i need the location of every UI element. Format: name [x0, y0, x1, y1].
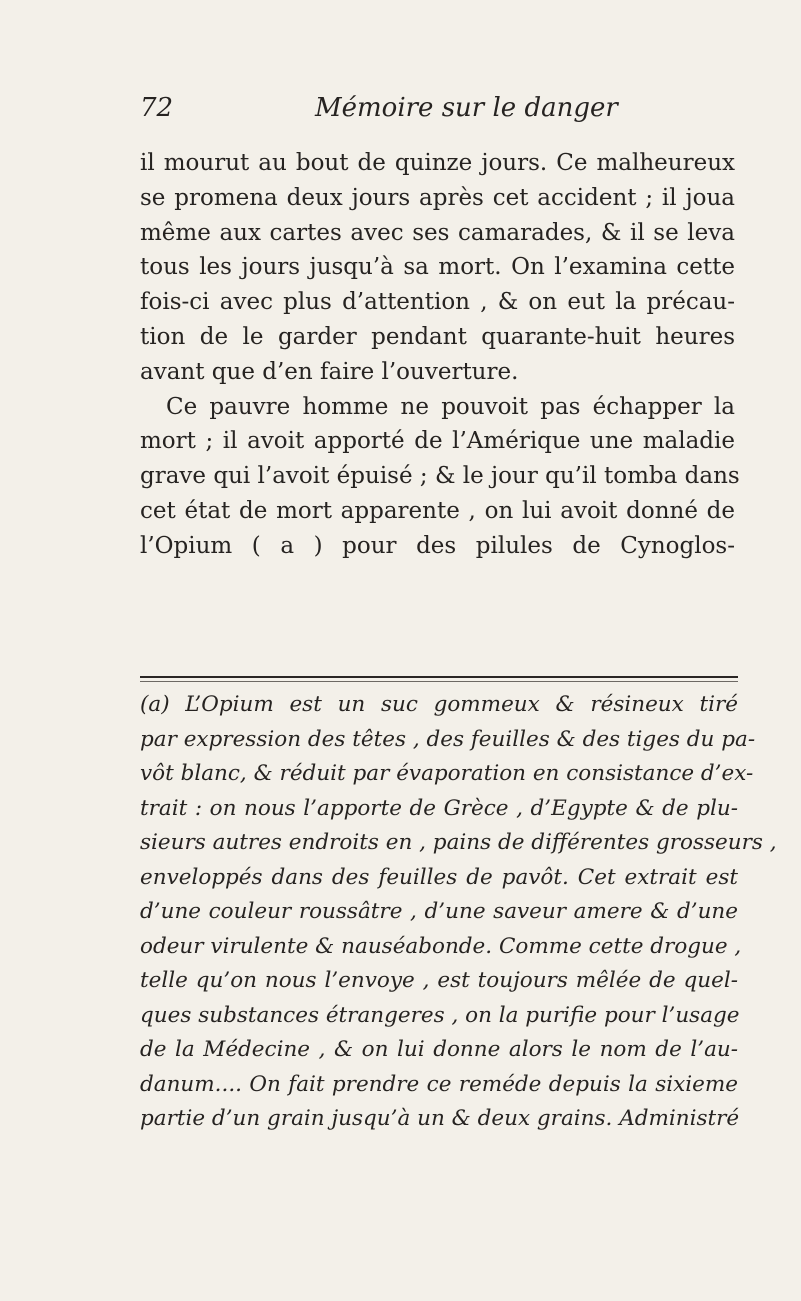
text-line: se promena deux jours après cet accident ; il joua: [140, 184, 735, 211]
footnote-line: par expression des têtes , des feuilles & des tiges du pa-: [140, 726, 756, 752]
footnote-line: odeur virulente & nauséabonde. Comme cette drogue ,: [140, 933, 742, 959]
text-line: fois-ci avec plus d’attention , & on eut la précau-: [140, 289, 735, 316]
text-line: avant que d’en faire l’ouverture.: [140, 358, 519, 385]
page-number: 72: [140, 93, 174, 123]
text-line: tous les jours jusqu’à sa mort. On l’examina cette: [140, 254, 735, 281]
footnote-line: partie d’un grain jusqu’à un & deux grains. Administré: [140, 1106, 740, 1131]
text-line: cet état de mort apparente , on lui avoit donné de: [140, 497, 735, 524]
text-line: même aux cartes avec ses camarades, & il se leva: [140, 219, 735, 246]
text-line: il mourut au bout de quinze jours. Ce malheureux: [140, 150, 735, 176]
text-line: grave qui l’avoit épuisé ; & le jour qu’il tomba dans: [140, 463, 740, 490]
page-header: [140, 93, 700, 133]
footnote-line: trait : on nous l’apporte de Grèce , d’Egypte & de plu-: [140, 795, 738, 821]
main-text: [140, 146, 740, 564]
text-line: Ce pauvre homme ne pouvoit pas échapper la: [166, 393, 735, 420]
footnote-line: danum.... On fait prendre ce reméde depuis la sixieme: [140, 1071, 738, 1097]
footnote-line: ques substances étrangeres , on la purifie pour l’usage: [140, 1002, 740, 1028]
footnote-rule: [140, 676, 738, 678]
text-line: tion de le garder pendant quarante-huit heures: [140, 323, 735, 350]
running-title: Mémoire sur le danger: [315, 93, 618, 123]
footnote-line: telle qu’on nous l’envoye , est toujours mêlée de quel-: [140, 968, 738, 993]
text-line: l’Opium ( a ) pour des pilules de Cynoglos-: [140, 532, 735, 559]
footnote-line: sieurs autres endroits en , pains de différentes grosseurs ,: [140, 830, 777, 855]
footnote-line: vôt blanc, & réduit par évaporation en consistance d’ex-: [140, 761, 754, 786]
footnote-line: enveloppés dans des feuilles de pavôt. Cet extrait est: [140, 864, 738, 890]
footnote-line: de la Médecine , & on lui donne alors le nom de l’au-: [140, 1037, 738, 1062]
footnote-line: d’une couleur roussâtre , d’une saveur amere & d’une: [140, 899, 738, 924]
footnote: [140, 688, 777, 1137]
footnote-line: (a) L’Opium est un suc gommeux & résineux tiré: [140, 692, 738, 717]
footnote-rule-thin: [140, 681, 738, 682]
text-line: mort ; il avoit apporté de l’Amérique une maladie: [140, 428, 735, 455]
